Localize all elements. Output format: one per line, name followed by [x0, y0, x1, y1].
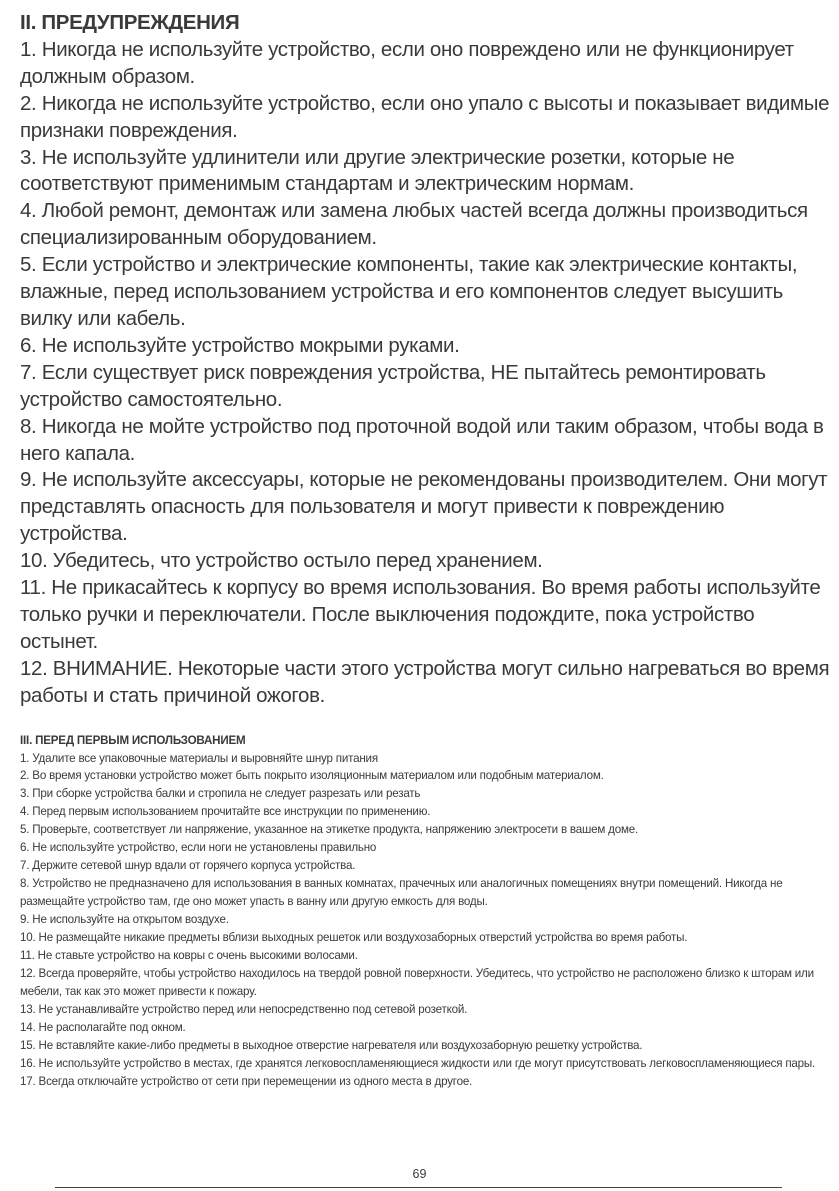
- before-use-item-14: 14. Не располагайте под окном.: [20, 1020, 186, 1034]
- before-use-item-8: 8. Устройство не предназначено для использования в ванных комнатах, прачечных или аналогичных помещениях внутри помещений. Никогда не размещайте устройство там, где оно может упасть в ванну или другую емкость для воды.: [20, 877, 783, 909]
- warning-item-1: 1. Никогда не используйте устройство, если оно повреждено или не функционирует должным образом.: [20, 37, 794, 88]
- before-use-item-17: 17. Всегда отключайте устройство от сети при перемещении из одного места в другое.: [20, 1074, 473, 1088]
- before-use-item-6: 6. Не используйте устройство, если ноги не установлены правильно: [20, 841, 377, 855]
- before-use-item-3: 3. При сборке устройства балки и стропила не следует разрезать или резать: [20, 787, 421, 801]
- before-use-item-2: 2. Во время установки устройство может быть покрыто изоляционным материалом или подобным материалом.: [20, 769, 604, 783]
- warning-item-8: 8. Никогда не мойте устройство под проточной водой или таким образом, чтобы вода в него капала.: [20, 414, 824, 465]
- before-use-item-12: 12. Всегда проверяйте, чтобы устройство находилось на твердой ровной поверхности. Убедитесь, что устройство не расположено близко к шторам или мебели, так как это может привести к пожару.: [20, 966, 814, 998]
- before-use-item-10: 10. Не размещайте никакие предметы вблизи выходных решеток или воздухозаборных отверстий устройства во время работы.: [20, 931, 688, 945]
- before-first-use-title: III. ПЕРЕД ПЕРВЫМ ИСПОЛЬЗОВАНИЕМ: [20, 733, 246, 747]
- warnings-title: II. ПРЕДУПРЕЖДЕНИЯ: [20, 11, 240, 34]
- warning-item-6: 6. Не используйте устройство мокрыми руками.: [20, 333, 460, 357]
- warning-item-3: 3. Не используйте удлинители или другие электрические розетки, которые не соответствуют применимым стандартам и электрическим нормам.: [20, 145, 735, 196]
- document-page: [20, 10, 832, 1091]
- before-use-item-7: 7. Держите сетевой шнур вдали от горячего корпуса устройства.: [20, 859, 356, 873]
- warning-item-11: 11. Не прикасайтесь к корпусу во время использования. Во время работы используйте только ручки и переключатели. После выключения подождите, пока устройство остынет.: [20, 576, 821, 653]
- warning-item-4: 4. Любой ремонт, демонтаж или замена любых частей всегда должны производиться специализированным оборудованием.: [20, 199, 808, 250]
- page-footer: [0, 1162, 839, 1191]
- before-first-use-section: [20, 732, 832, 1091]
- warning-item-5: 5. Если устройство и электрические компоненты, такие как электрические контакты, влажные, перед использованием устройства и его компонентов следует высушить вилку или кабель.: [20, 253, 798, 330]
- footer-divider: [55, 1187, 782, 1188]
- before-use-item-11: 11. Не ставьте устройство на ковры с очень высокими волосами.: [20, 949, 358, 962]
- before-use-item-1: 1. Удалите все упаковочные материалы и выровняйте шнур питания: [20, 751, 378, 765]
- before-use-item-5: 5. Проверьте, соответствует ли напряжение, указанное на этикетке продукта, напряжению электросети в вашем доме.: [20, 823, 638, 837]
- before-use-item-15: 15. Не вставляйте какие-либо предметы в выходное отверстие нагревателя или воздухозаборную решетку устройства.: [20, 1038, 643, 1052]
- before-use-item-4: 4. Перед первым использованием прочитайте все инструкции по применению.: [20, 805, 431, 819]
- page-number: 69: [412, 1167, 427, 1181]
- before-use-item-13: 13. Не устанавливайте устройство перед или непосредственно под сетевой розеткой.: [20, 1002, 468, 1016]
- warnings-section: [20, 10, 832, 710]
- warning-item-7: 7. Если существует риск повреждения устройства, НЕ пытайтесь ремонтировать устройство самостоятельно.: [20, 360, 766, 411]
- warning-item-2: 2. Никогда не используйте устройство, если оно упало с высоты и показывает видимые признаки повреждения.: [20, 91, 830, 142]
- before-use-item-9: 9. Не используйте на открытом воздухе.: [20, 913, 229, 927]
- warning-item-10: 10. Убедитесь, что устройство остыло перед хранением.: [20, 549, 543, 573]
- warning-item-12: 12. ВНИМАНИЕ. Некоторые части этого устройства могут сильно нагреваться во время работы и стать причиной ожогов.: [20, 656, 830, 707]
- warning-item-9: 9. Не используйте аксессуары, которые не рекомендованы производителем. Они могут представлять опасность для пользователя и могут привести к повреждению устройства.: [20, 468, 828, 546]
- before-use-item-16: 16. Не используйте устройство в местах, где хранятся легковоспламеняющиеся жидкости или где могут присутствовать легковоспламеняющиеся пары.: [20, 1056, 816, 1070]
